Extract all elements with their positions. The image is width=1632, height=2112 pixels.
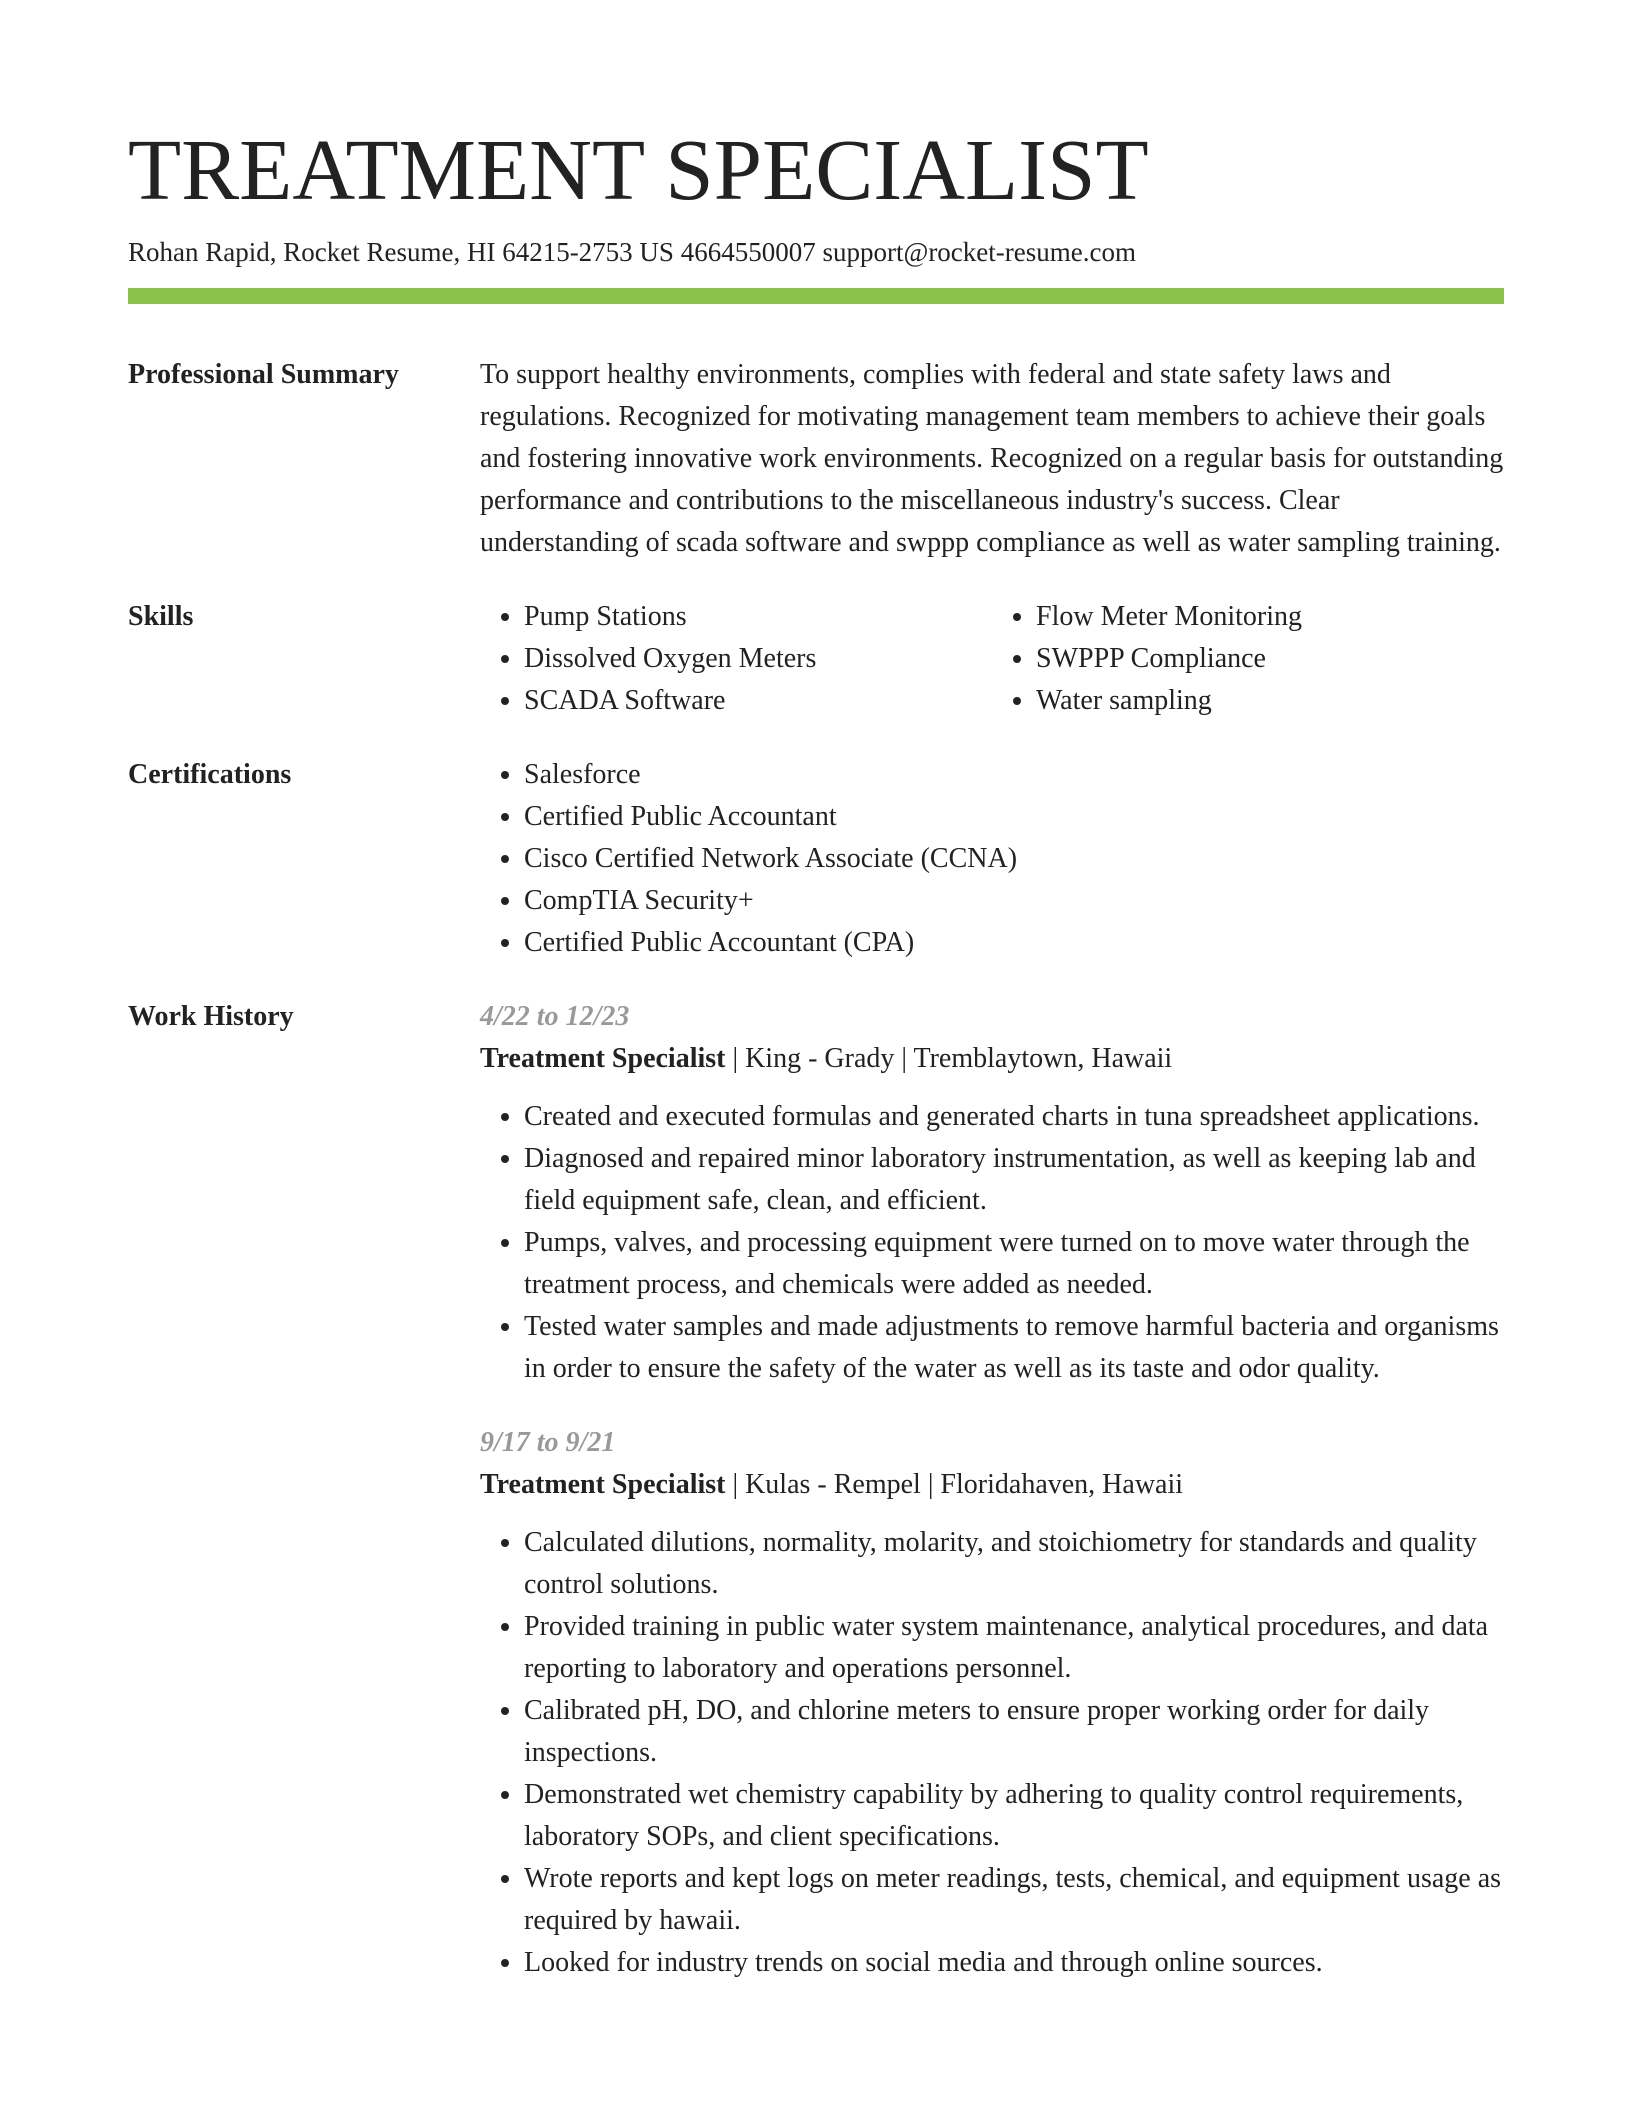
- job-title: Treatment Specialist: [480, 1043, 726, 1074]
- section-label: Certifications: [128, 759, 292, 790]
- skill-item: • SCADA Software: [524, 680, 992, 722]
- section-certifications: [128, 754, 1504, 964]
- job-bullet: • Created and executed formulas and generated charts in tuna spreadsheet applications.: [524, 1096, 1504, 1138]
- job-dates: 9/17 to 9/21: [480, 1427, 616, 1458]
- job-bullet: • Pumps, valves, and processing equipment were turned on to move water through the treatment process, and chemicals were added as needed.: [524, 1222, 1504, 1306]
- contact-line: [128, 234, 1504, 270]
- job-dates: 4/22 to 12/23: [480, 1001, 630, 1032]
- contact-email: support@rocket-resume.com: [822, 237, 1136, 267]
- skill-item: • Water sampling: [1036, 680, 1504, 722]
- summary-text: To support healthy environments, complies with federal and state safety laws and regulations. Recognized for motivating management team members to achieve their goals and fostering innovative work environments. Recognized on a regular basis for outstanding performance and contributions to the miscellaneous industry's success. Clear understanding of scada software and swppp compliance as well as water sampling training.: [480, 359, 1504, 558]
- certification-item: • CompTIA Security+: [524, 880, 1504, 922]
- job-title: Treatment Specialist: [480, 1469, 726, 1500]
- job-bullet: • Calibrated pH, DO, and chlorine meters to ensure proper working order for daily inspections.: [524, 1690, 1504, 1774]
- header-divider: [128, 288, 1504, 304]
- job-bullet: • Demonstrated wet chemistry capability by adhering to quality control requirements, laboratory SOPs, and client specifications.: [524, 1774, 1504, 1858]
- section-label: Work History: [128, 1001, 294, 1032]
- job-bullet: • Calculated dilutions, normality, molarity, and stoichiometry for standards and quality control solutions.: [524, 1522, 1504, 1606]
- job-details: | Kulas - Rempel | Floridahaven, Hawaii: [725, 1469, 1184, 1500]
- resume-title: TREATMENT SPECIALIST: [128, 121, 1149, 218]
- certification-item: • Certified Public Accountant (CPA): [524, 922, 1504, 964]
- job-bullet: • Diagnosed and repaired minor laboratory instrumentation, as well as keeping lab and field equipment safe, clean, and efficient.: [524, 1138, 1504, 1222]
- job-title-line: [480, 1038, 1504, 1080]
- skill-item: • Pump Stations: [524, 596, 992, 638]
- certification-item: • Salesforce: [524, 754, 1504, 796]
- job-bullet: • Looked for industry trends on social media and through online sources.: [524, 1942, 1504, 1984]
- job-bullet: • Provided training in public water system maintenance, analytical procedures, and data reporting to laboratory and operations personnel.: [524, 1606, 1504, 1690]
- job-bullet: • Wrote reports and kept logs on meter readings, tests, chemical, and equipment usage as required by hawaii.: [524, 1858, 1504, 1942]
- certification-item: • Certified Public Accountant: [524, 796, 1504, 838]
- skill-item: • Dissolved Oxygen Meters: [524, 638, 992, 680]
- section-body: [480, 996, 1504, 1984]
- job-details: | King - Grady | Tremblaytown, Hawaii: [725, 1043, 1173, 1074]
- section-body: [480, 754, 1504, 964]
- section-body: [480, 354, 1504, 564]
- skill-item: • SWPPP Compliance: [1036, 638, 1504, 680]
- section-work-history: [128, 996, 1504, 1984]
- skills-column-right: [992, 596, 1504, 722]
- job-entry: [480, 996, 1504, 1390]
- job-bullet: • Tested water samples and made adjustments to remove harmful bacteria and organisms in order to ensure the safety of the water as well as its taste and odor quality.: [524, 1306, 1504, 1390]
- skills-column-left: [480, 596, 992, 722]
- job-bullets: [480, 1096, 1504, 1390]
- certification-item: • Cisco Certified Network Associate (CCNA): [524, 838, 1504, 880]
- section-professional-summary: [128, 354, 1504, 564]
- section-label: Skills: [128, 601, 194, 632]
- section-skills: [128, 596, 1504, 722]
- section-label: Professional Summary: [128, 359, 399, 390]
- certifications-list: [480, 754, 1504, 964]
- job-bullets: [480, 1522, 1504, 1984]
- job-entry: [480, 1422, 1504, 1984]
- skill-item: • Flow Meter Monitoring: [1036, 596, 1504, 638]
- job-title-line: [480, 1464, 1504, 1506]
- contact-name-location: Rohan Rapid, Rocket Resume, HI 64215-2753 US: [128, 237, 674, 267]
- skills-grid: [480, 596, 1504, 722]
- contact-phone: 4664550007: [680, 237, 816, 267]
